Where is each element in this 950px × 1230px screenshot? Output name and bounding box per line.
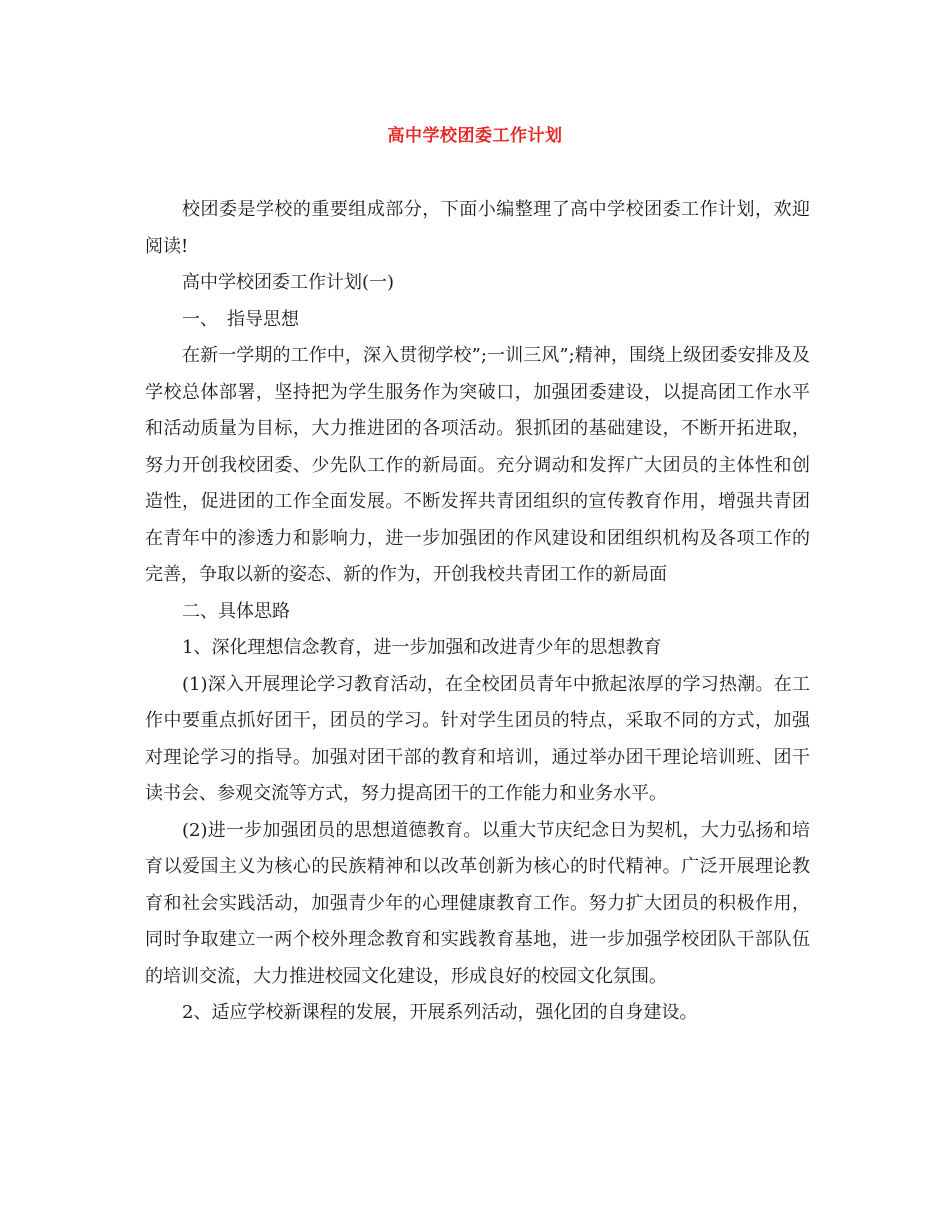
item-heading-2: 2、适应学校新课程的发展，开展系列活动，强化团的自身建设。 [182,1002,698,1023]
document-title: 高中学校团委工作计划 [387,126,563,146]
document-body [145,192,810,1032]
section-heading-plan-one: 高中学校团委工作计划(一) [182,272,395,293]
section-heading-specific-ideas: 二、具体思路 [182,600,290,622]
item-heading-1: 1、深化理想信念教育，进一步加强和改进青少年的思想教育 [182,637,662,658]
guiding-thought-paragraph: 在新一学期的工作中，深入贯彻学校”;一训三风”;精神，围绕上级团委安排及及学校总体部署，坚持把为学生服务作为突破口，加强团委建设，以提高团工作水平和活动质量为目标，大力推进团的各项活动。狠抓团的基础建设，不断开拓进取，努力开创我校团委、少先队工作的新局面。充分调动和发挥广大团员的主体性和创造性，促进团的工作全面发展。不断发挥共青团组织的宣传教育作用，增强共青团在青年中的渗透力和影响力，进一步加强团的作风建设和团组织机构及各项工作的完善，争取以新的姿态、新的作为，开创我校共青团工作的新局面 [145,345,810,585]
sub-item-paragraph-2: (2)进一步加强团员的思想道德教育。以重大节庆纪念日为契机，大力弘扬和培育以爱国主义为核心的民族精神和以改革创新为核心的时代精神。广泛开展理论教育和社会实践活动，加强青少年的心理健康教育工作。努力扩大团员的积极作用，同时争取建立一两个校外理念教育和实践教育基地，进一步加强学校团队干部队伍的培训交流，大力推进校园文化建设，形成良好的校园文化氛围。 [145,819,810,987]
intro-paragraph: 校团委是学校的重要组成部分，下面小编整理了高中学校团委工作计划，欢迎阅读! [145,199,810,257]
sub-item-paragraph-1: (1)深入开展理论学习教育活动，在全校团员青年中掀起浓厚的学习热潮。在工作中要重点抓好团干，团员的学习。针对学生团员的特点，采取不同的方式，加强对理论学习的指导。加强对团干部的教育和培训，通过举办团干理论培训班、团干读书会、参观交流等方式，努力提高团干的工作能力和业务水平。 [145,673,810,804]
section-heading-guiding-thought: 一、 指导思想 [182,308,299,330]
